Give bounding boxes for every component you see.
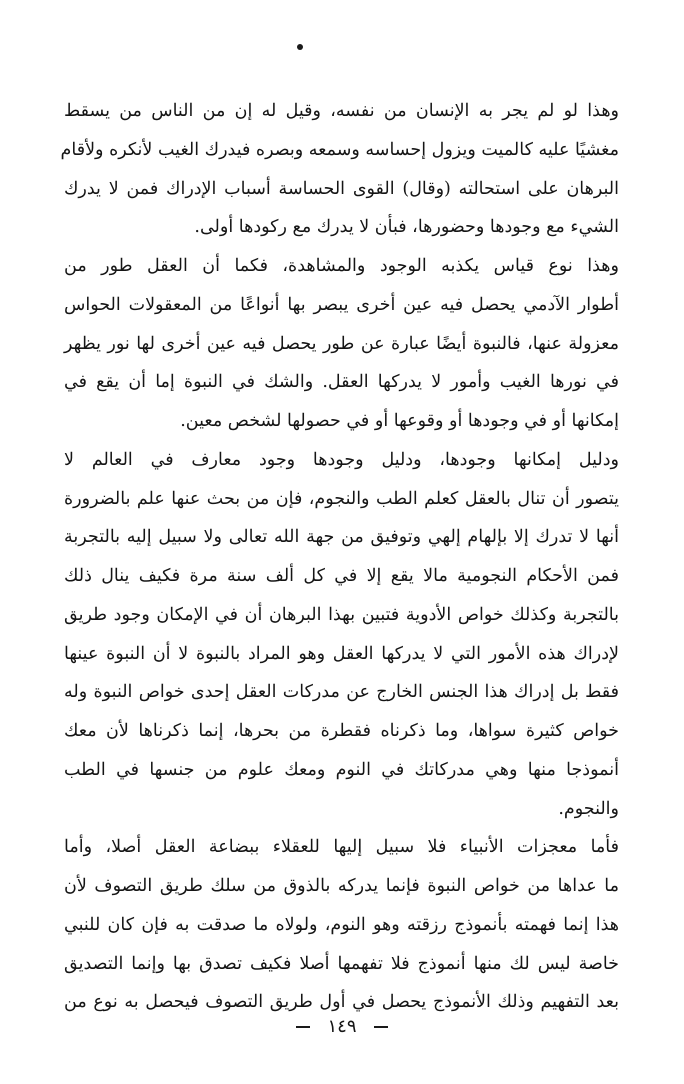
text-line: أنها لا تدرك إلا بإلهام إلهي وتوفيق من جهة الله تعالى ولا سبيل إليه بالتجربة	[64, 527, 619, 548]
text-line: فمن الأحكام النجومية مالا يقع إلا في كل ألف سنة مرة فكيف ينال ذلك	[64, 566, 619, 586]
text-line: في نورها الغيب وأمور لا يدركها العقل. والشك في النبوة إما أن يقع في	[64, 372, 619, 393]
text-line: ودليل إمكانها وجودها، ودليل وجودها وجود معارف في العالم لا	[64, 449, 619, 470]
text-line: فقط بل إدراك هذا الجنس الخارج عن مدركات العقل إحدى خواص النبوة وله	[64, 682, 619, 703]
body-text	[60, 92, 619, 1022]
text-line: بالتجربة وكذلك خواص الأدوية فتبين بهذا البرهان أن في الإمكان وجود طريق	[64, 604, 619, 625]
text-line: بعد التفهيم وذلك الأنموذج يحصل في أول طريق التصوف فيحصل به نوع من	[64, 992, 619, 1013]
text-line: وهذا لو لم يجر به الإنسان من نفسه، وقيل له إن من الناس من يسقط	[64, 101, 619, 121]
text-line: فأما معجزات الأنبياء فلا سبيل إليها للعقلاء ببضاعة العقل أصلا، وأما	[64, 837, 619, 858]
text-line: البرهان على استحالته (وقال) القوى الحساسة أسباب الإدراك فمن لا يدرك	[64, 178, 619, 199]
text-line: مغشيًا عليه كالميت ويزول إحساسه وسمعه وبصره فيدرك الغيب لأنكره ولأقام	[60, 139, 619, 160]
text-line: لإدراك هذه الأمور التي لا يدركها العقل وهو المراد بالنبوة لا أن النبوة عينها	[64, 643, 619, 664]
footer-dash-right	[374, 1026, 388, 1028]
text-line: خاصة ليس لك منها أنموذج فلا تفهمها أصلا فكيف تصدق بها وإنما التصديق	[64, 953, 619, 974]
page-number: ١٤٩	[327, 1016, 357, 1037]
text-line: والنجوم.	[558, 798, 619, 819]
text-line: إمكانها أو في وجودها أو وقوعها أو في حصولها لشخص معين.	[180, 411, 619, 431]
text-line: خواص كثيرة سواها، وما ذكرناه فقطرة من بحرها، إنما ذكرناها لأن معك	[64, 721, 619, 741]
text-line: وهذا نوع قياس يكذبه الوجود والمشاهدة، فكما أن العقل طور من	[64, 256, 619, 276]
page-footer	[0, 1012, 684, 1042]
text-line: أطوار الآدمي يحصل فيه عين أخرى يبصر بها أنواعًا من المعقولات الحواس	[64, 294, 619, 315]
text-line: أنموذجا منها وهي مدركاتك في النوم ومعك علوم من جنسها في الطب	[64, 759, 619, 780]
text-line: ما عداها من خواص النبوة فإنما يدركه بالذوق من سلك طريق التصوف لأن	[64, 876, 619, 896]
ornament-dot	[297, 44, 303, 50]
footer-dash-left	[296, 1026, 310, 1028]
text-line: يتصور أن تنال بالعقل كعلم الطب والنجوم، فإن من بحث عنها علم بالضرورة	[64, 488, 619, 509]
text-line: هذا إنما فهمته بأنموذج رزقته وهو النوم، ولولاه ما صدقت به فإن كان للنبي	[64, 914, 619, 935]
text-line: معزولة عنها، فالنبوة أيضًا عبارة عن طور يحصل فيه عين أخرى لها نور يظهر	[64, 333, 619, 354]
text-line: الشيء مع وجودها وحضورها، فبأن لا يدرك مع ركودها أولى.	[194, 217, 619, 238]
